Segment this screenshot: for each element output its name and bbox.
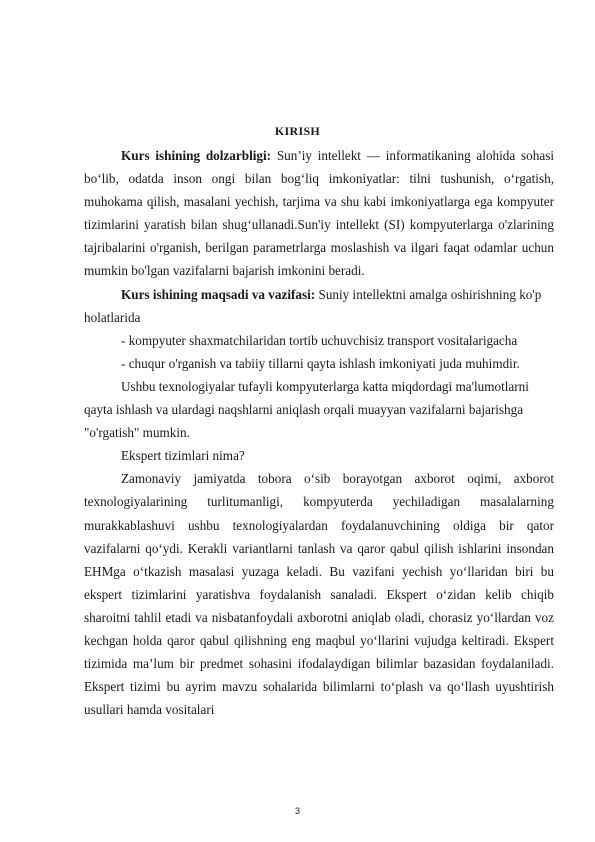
paragraph-relevance [84,144,554,283]
paragraph-expert-systems: Zamonaviy jamiyatda tobora o‘sib borayotgan axborot oqimi, axborot texnologiyalarining turlitumanligi, kompyuterda yechiladigan masalalarning murakkablashuvi ushbu texnologiyalardan foydalanuvchining oldiga bir qator vazifalarni qo‘ydi. Kerakli variantlarni tanlash va qaror qabul qilish ishlarini insondan EHMga o‘tkazish masalasi yuzaga keladi. Bu vazifani yechish yo‘llaridan biri bu ekspert tizimlarini yaratishva foydalanish sanaladi. Ekspert o‘zidan kelib chiqib sharoitni tahlil etadi va nisbatanfoydali axborotni aniqlab oladi, chorasiz yo‘llardan voz kechgan holda qaror qabul qilishning eng maqbul yo‘llarini vujudga keltiradi. Ekspert tizimida ma’lum bir predmet sohasini ifodalaydigan bilimlar bazasidan foydalaniladi. Ekspert tizimi bu ayrim mavzu sohalarida bilimlarni to‘plash va qo‘llash uyushtirish usullari hamda vositalari [84,471,554,718]
page-number: 3 [294,806,300,816]
list-item-chess: - kompyuter shaxmatchilaridan tortib uchuvchisiz transport vositalarigacha [121,332,518,348]
list-item-deep-learning: - chuqur o'rganish va tabiiy tillarni qayta ishlash imkoniyati juda muhimdir. [121,355,520,371]
paragraph-question: Ekspert tizimlari nima? [121,448,245,464]
relevance-label: Kurs ishining dolzarbligi: [121,148,272,163]
document-body [84,144,554,721]
relevance-text: Sun’iy intellekt — informatikaning alohida sohasi bo‘lib, odatda inson ongi bilan bog‘liq imkoniyatlar: tilni tushunish, o‘rgatish, muhokama qilish, masalani yechish, tarjima va shu kabi imkoniyatlarga ega kompyuter tizimlarini yaratish bilan shug‘ullanadi.Sun'iy intellekt (SI) kompyuterlarga o'zlarining tajribalarini o'rganish, berilgan parametrlarga moslashish va ilgari faqat odamlar uchun mumkin bo'lgan vazifalarni bajarish imkonini beradi. [84,148,554,279]
page-title: KIRISH [274,124,321,138]
goal-text: Suniy intellektni amalga oshirishning ko'p holatlarida [84,286,542,325]
paragraph-technologies: Ushbu texnologiyalar tufayli kompyuterlarga katta miqdordagi ma'lumotlarni qayta ishlash va ulardagi naqshlarni aniqlash orqali muayyan vazifalarni bajarishga "o'rgatish" mumkin. [84,378,529,441]
paragraph-goal [84,283,554,329]
goal-label: Kurs ishining maqsadi va vazifasi: [121,286,316,302]
